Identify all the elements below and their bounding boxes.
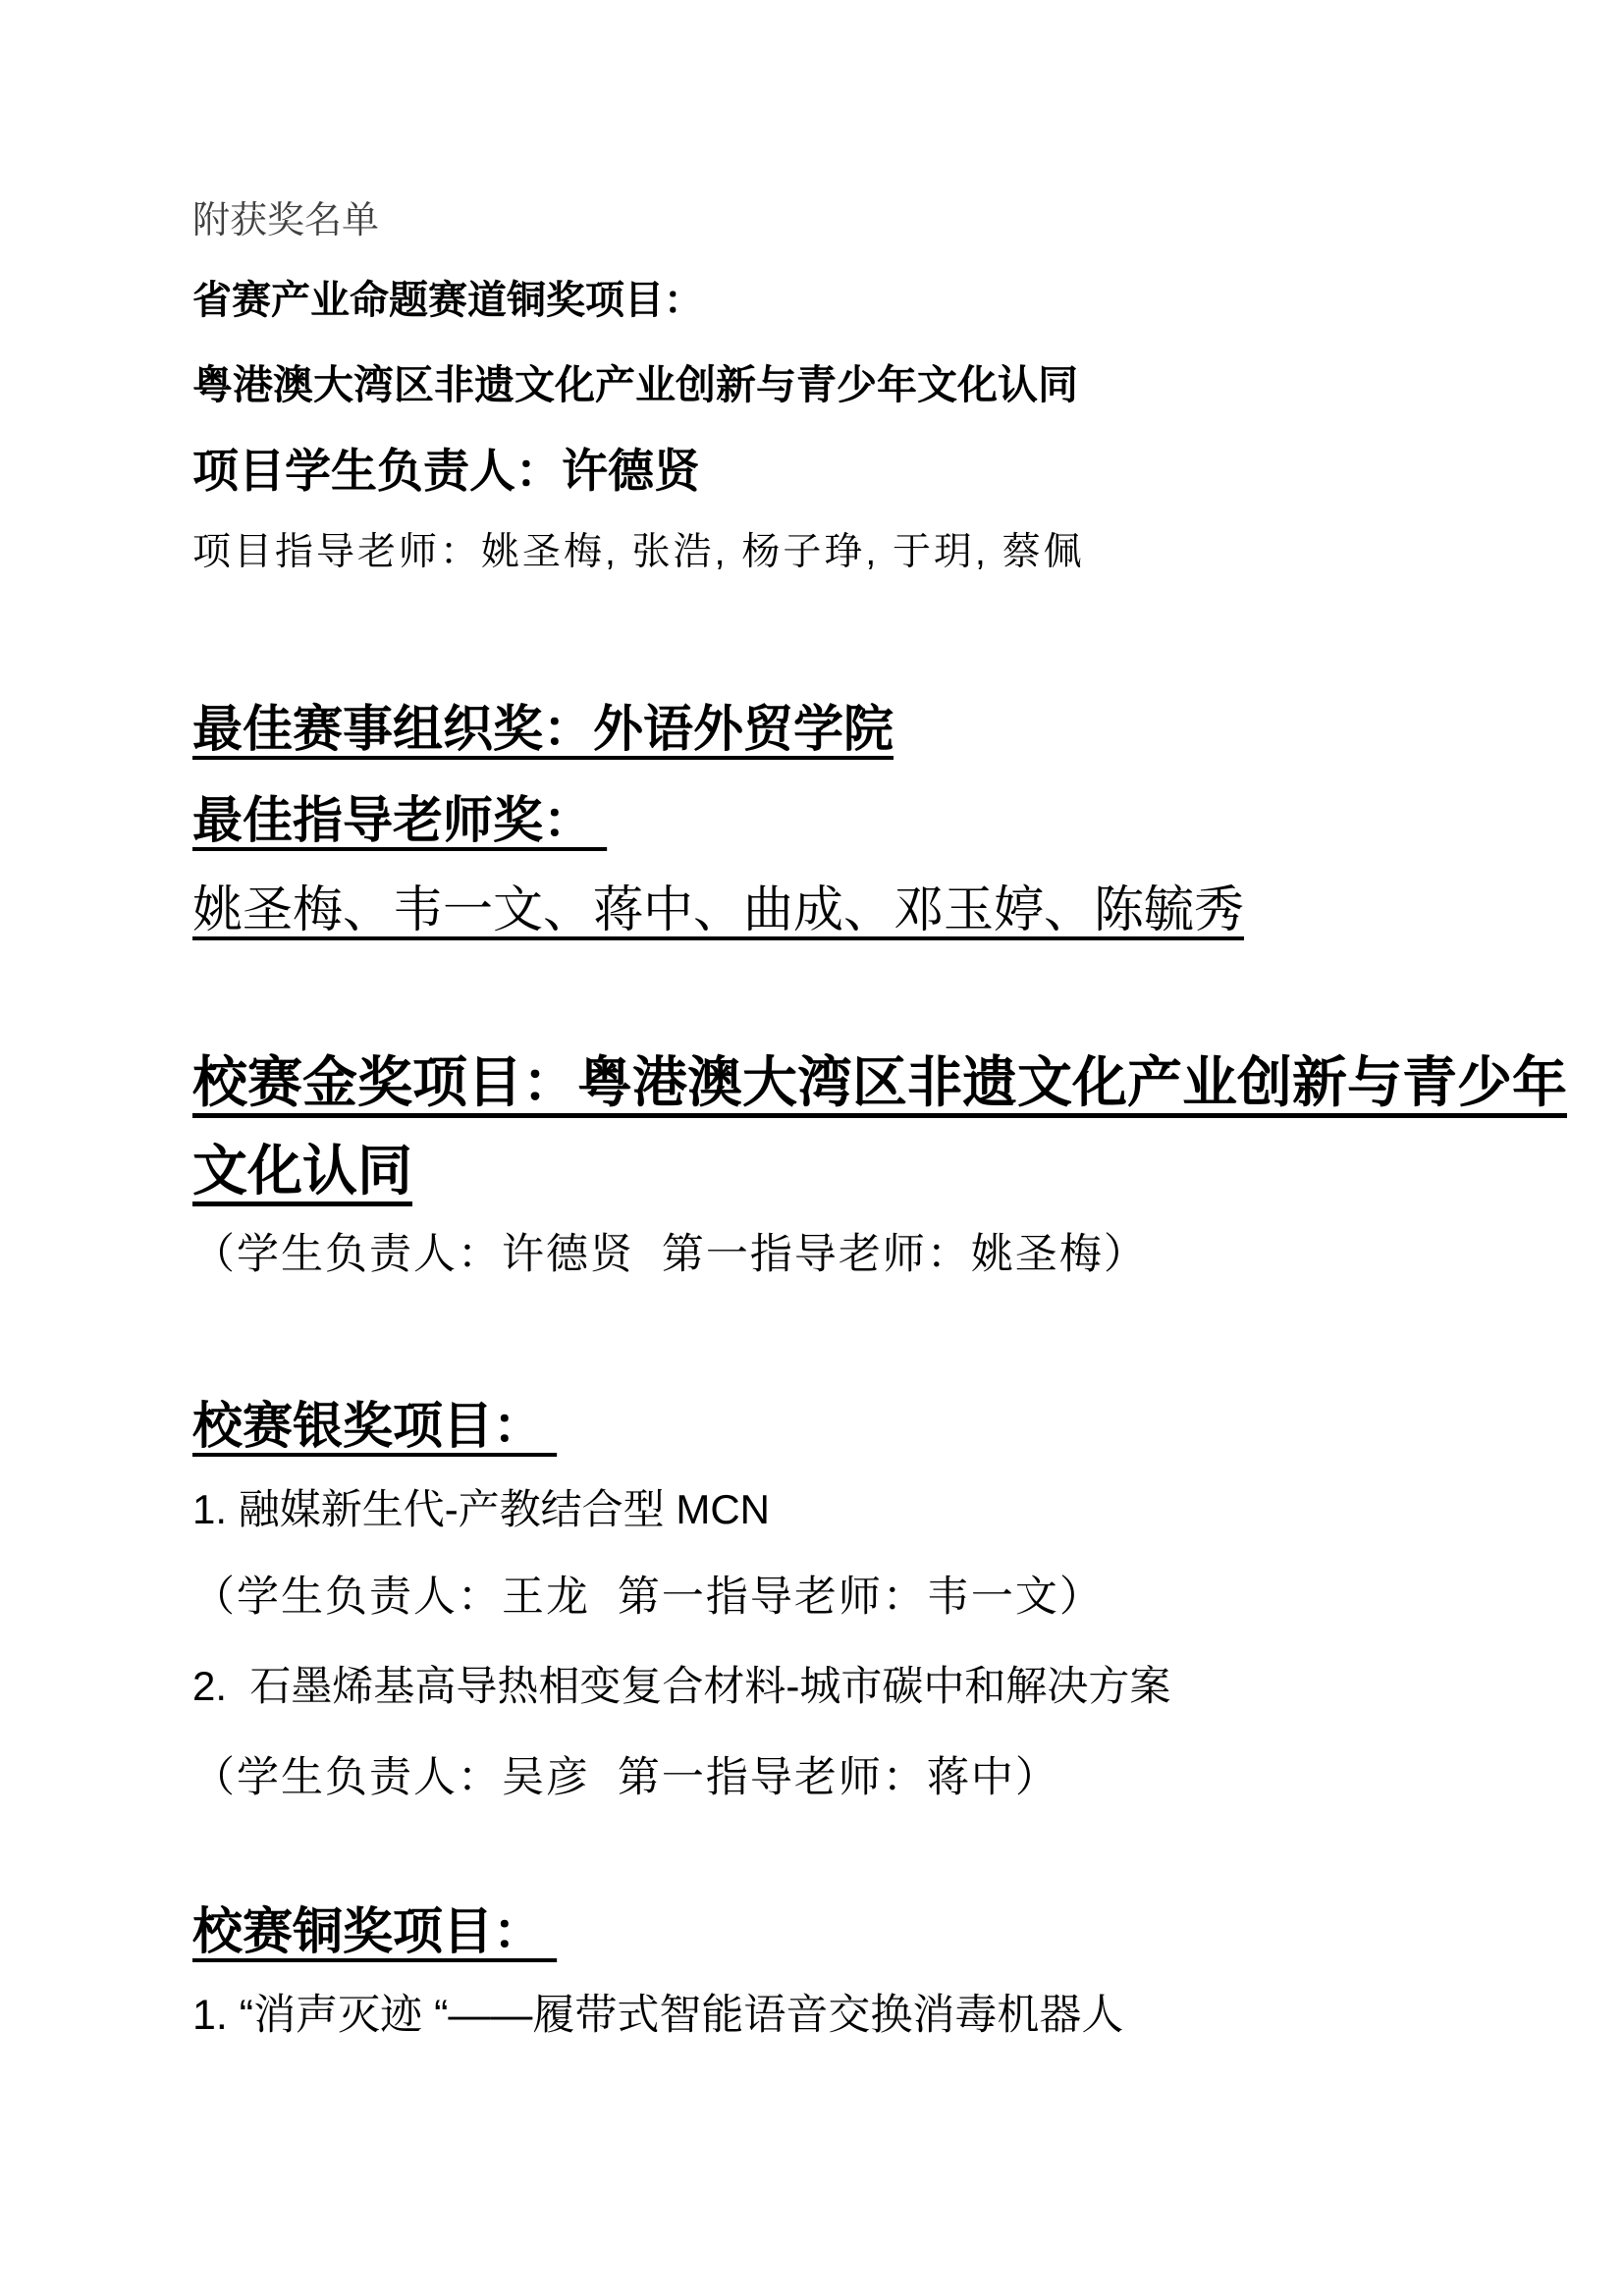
bronze-item-1-title: 1. “消声灭迹 “——履带式智能语音交换消毒机器人 [192,1992,1124,2039]
best-organization-award: 最佳赛事组织奖：外语外贸学院 [192,701,894,757]
provincial-project-title: 粤港澳大湾区非遗文化产业创新与青少年文化认同 [192,362,1078,407]
provincial-advisors: 项目指导老师：姚圣梅, 张浩, 杨子琤, 于玥, 蔡佩 [192,531,1085,573]
silver-item-1-credits: （学生负责人：王龙 第一指导老师：韦一文） [192,1574,1104,1621]
gold-award-heading-line2: 文化认同 [192,1140,412,1201]
silver-item-2-title: 2. 石墨烯基高导热相变复合材料-城市碳中和解决方案 [192,1663,1171,1709]
attachment-title: 附获奖名单 [192,200,380,241]
bronze-award-heading: 校赛铜奖项目： [192,1903,558,1959]
provincial-student-leader: 项目学生负责人：许德贤 [192,445,700,497]
silver-item-2-credits: （学生负责人：吴彦 第一指导老师：蒋中） [192,1754,1059,1801]
silver-award-heading: 校赛银奖项目： [192,1398,558,1454]
gold-award-credits: （学生负责人：许德贤 第一指导老师：姚圣梅） [192,1231,1148,1278]
best-advisor-award-title: 最佳指导老师奖： [192,792,608,848]
provincial-bronze-heading: 省赛产业命题赛道铜奖项目： [192,279,703,322]
gold-award-heading-line1: 校赛金奖项目：粤港澳大湾区非遗文化产业创新与青少年 [192,1051,1567,1113]
best-advisor-names: 姚圣梅、韦一文、蒋中、曲成、邓玉婷、陈毓秀 [192,881,1245,937]
silver-item-1-title: 1. 融媒新生代-产教结合型 MCN [192,1486,771,1532]
